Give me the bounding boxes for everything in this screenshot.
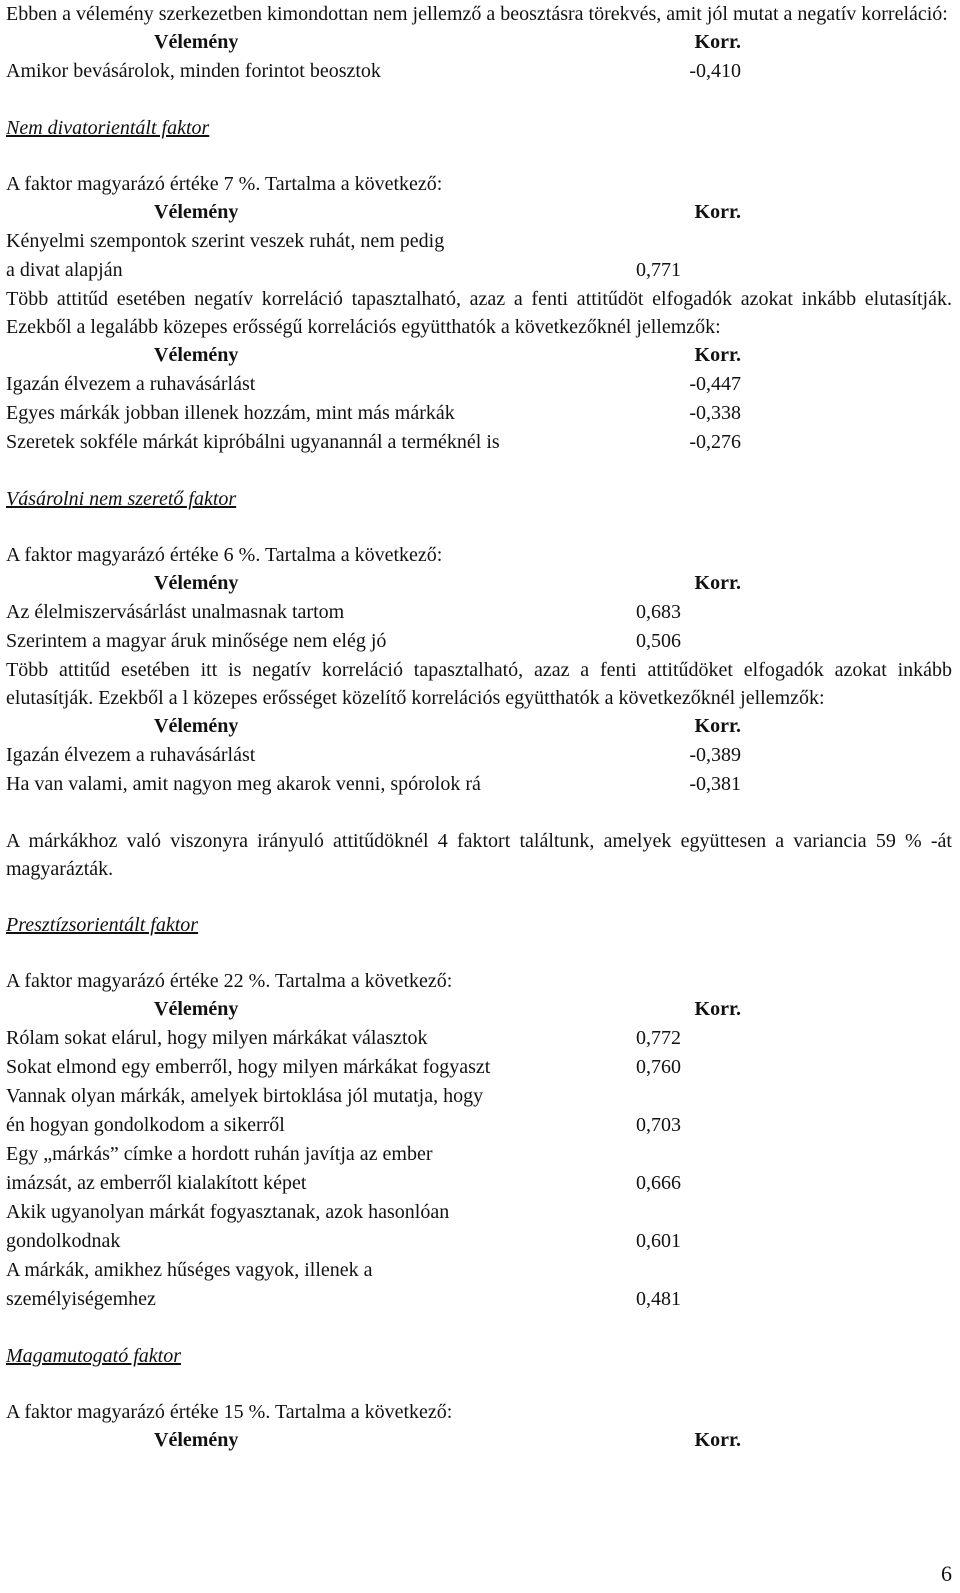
- table-row: [6, 741, 741, 770]
- corr-value: -0,389: [689, 744, 741, 766]
- header-opinion: Vélemény: [154, 1429, 239, 1451]
- explained-variance: A faktor magyarázó értéke 6 %. Tartalma a következő:: [6, 544, 443, 566]
- opinion-text: Egy „márkás” címke a hordott ruhán javítja az ember: [6, 1143, 433, 1165]
- brand-attitudes-paragraph: A márkákhoz való viszonyra irányuló attitűdöknél 4 faktort találtunk, amelyek együttesen a variancia 59 % -át magyarázták.: [6, 830, 952, 880]
- section-title-nem-divatorientalt: Nem divatorientált faktor: [6, 117, 210, 139]
- table-row: [6, 1024, 741, 1053]
- corr-value: -0,381: [689, 773, 741, 795]
- header-opinion: Vélemény: [154, 344, 239, 366]
- opinion-text: Rólam sokat elárul, hogy milyen márkákat választok: [6, 1027, 428, 1049]
- negative-correlation-paragraph: Több attitűd esetében negatív korreláció tapasztalható, azaz a fenti attitűdöt elfogadók azokat inkább elutasítják. Ezekből a legalább közepes erősségű korrelációs együtthatók a következőknél jellemzők:: [6, 288, 952, 338]
- table-header: [6, 712, 741, 741]
- correlation-table-2: [6, 198, 741, 285]
- header-corr: Korr.: [694, 201, 741, 223]
- opinion-text: Igazán élvezem a ruhavásárlást: [6, 744, 256, 766]
- header-opinion: Vélemény: [154, 998, 239, 1020]
- table-row: [6, 1285, 741, 1314]
- opinion-text: A márkák, amikhez hűséges vagyok, illenek a: [6, 1259, 373, 1281]
- opinion-text-cont: a divat alapján: [6, 259, 123, 281]
- corr-value: -0,410: [689, 60, 741, 82]
- explained-variance: A faktor magyarázó értéke 7 %. Tartalma a következő:: [6, 173, 443, 195]
- corr-value: 0,772: [636, 1027, 681, 1049]
- table-row: [6, 256, 741, 285]
- header-corr: Korr.: [694, 344, 741, 366]
- corr-value: 0,683: [636, 601, 681, 623]
- header-opinion: Vélemény: [154, 715, 239, 737]
- table-row: [6, 1227, 741, 1256]
- table-header: [6, 341, 741, 370]
- table-header: [6, 1426, 741, 1455]
- opinion-text-cont: imázsát, az emberről kialakított képet: [6, 1172, 307, 1194]
- opinion-text: Kényelmi szempontok szerint veszek ruhát, nem pedig: [6, 230, 445, 252]
- correlation-table-7: [6, 1426, 741, 1455]
- table-row: [6, 1140, 741, 1169]
- corr-value: 0,666: [636, 1172, 681, 1194]
- page-number: 6: [941, 1561, 952, 1586]
- corr-value: -0,338: [689, 402, 741, 424]
- header-opinion: Vélemény: [154, 31, 239, 53]
- table-row: [6, 1256, 741, 1285]
- table-header: [6, 569, 741, 598]
- opinion-text: Szerintem a magyar áruk minősége nem elég jó: [6, 630, 387, 652]
- opinion-text: Vannak olyan márkák, amelyek birtoklása jól mutatja, hogy: [6, 1085, 484, 1107]
- section-title-presztizsorientalt: Presztízsorientált faktor: [6, 914, 199, 936]
- corr-value: 0,703: [636, 1114, 681, 1136]
- corr-value: 0,601: [636, 1230, 681, 1252]
- section-title-vasarolni-nem-szereto: Vásárolni nem szerető faktor: [6, 488, 237, 510]
- document-page: [6, 0, 952, 1455]
- intro-paragraph: Ebben a vélemény szerkezetben kimondottan nem jellemző a beosztásra törekvés, amit jól mutat a negatív korreláció:: [6, 3, 948, 25]
- corr-value: 0,481: [636, 1288, 681, 1310]
- corr-value: -0,276: [689, 431, 741, 453]
- header-opinion: Vélemény: [154, 201, 239, 223]
- opinion-text: Akik ugyanolyan márkát fogyasztanak, azok hasonlóan: [6, 1201, 450, 1223]
- correlation-table-1: [6, 28, 741, 86]
- opinion-text-cont: gondolkodnak: [6, 1230, 121, 1252]
- explained-variance: A faktor magyarázó értéke 15 %. Tartalma a következő:: [6, 1401, 453, 1423]
- table-row: [6, 627, 741, 656]
- opinion-text: Sokat elmond egy emberről, hogy milyen márkákat fogyaszt: [6, 1056, 491, 1078]
- corr-value: -0,447: [689, 373, 741, 395]
- corr-value: 0,760: [636, 1056, 681, 1078]
- explained-variance: A faktor magyarázó értéke 22 %. Tartalma a következő:: [6, 970, 453, 992]
- table-row: [6, 598, 741, 627]
- table-row: [6, 57, 741, 86]
- table-header: [6, 995, 741, 1024]
- corr-value: 0,506: [636, 630, 681, 652]
- table-row: [6, 370, 741, 399]
- opinion-text: Egyes márkák jobban illenek hozzám, mint más márkák: [6, 402, 455, 424]
- table-row: [6, 428, 741, 457]
- table-row: [6, 1169, 741, 1198]
- correlation-table-3: [6, 341, 741, 457]
- correlation-table-5: [6, 712, 741, 799]
- header-corr: Korr.: [694, 572, 741, 594]
- table-row: [6, 770, 741, 799]
- correlation-table-6: [6, 995, 741, 1314]
- opinion-text: Igazán élvezem a ruhavásárlást: [6, 373, 256, 395]
- table-row: [6, 1053, 741, 1082]
- corr-value: 0,771: [636, 259, 681, 281]
- opinion-text: Ha van valami, amit nagyon meg akarok venni, spórolok rá: [6, 773, 481, 795]
- table-row: [6, 1111, 741, 1140]
- opinion-text: Az élelmiszervásárlást unalmasnak tartom: [6, 601, 345, 623]
- section-title-magamutogato: Magamutogató faktor: [6, 1345, 181, 1367]
- header-corr: Korr.: [694, 998, 741, 1020]
- opinion-text: Amikor bevásárolok, minden forintot beosztok: [6, 60, 381, 82]
- correlation-table-4: [6, 569, 741, 656]
- header-opinion: Vélemény: [154, 572, 239, 594]
- table-header: [6, 28, 741, 57]
- opinion-text: Szeretek sokféle márkát kipróbálni ugyanannál a terméknél is: [6, 431, 500, 453]
- table-row: [6, 1082, 741, 1111]
- header-corr: Korr.: [694, 1429, 741, 1451]
- table-header: [6, 198, 741, 227]
- opinion-text-cont: személyiségemhez: [6, 1288, 156, 1310]
- header-corr: Korr.: [694, 715, 741, 737]
- opinion-text-cont: én hogyan gondolkodom a sikerről: [6, 1114, 285, 1136]
- table-row: [6, 399, 741, 428]
- negative-correlation-paragraph: Több attitűd esetében itt is negatív korreláció tapasztalható, azaz a fenti attitűdöket elfogadók azokat inkább elutasítják. Ezekből a l közepes erősséget közelítő korrelációs együtthatók a következőknél jellemzők:: [6, 659, 952, 709]
- table-row: [6, 227, 741, 256]
- header-corr: Korr.: [694, 31, 741, 53]
- table-row: [6, 1198, 741, 1227]
